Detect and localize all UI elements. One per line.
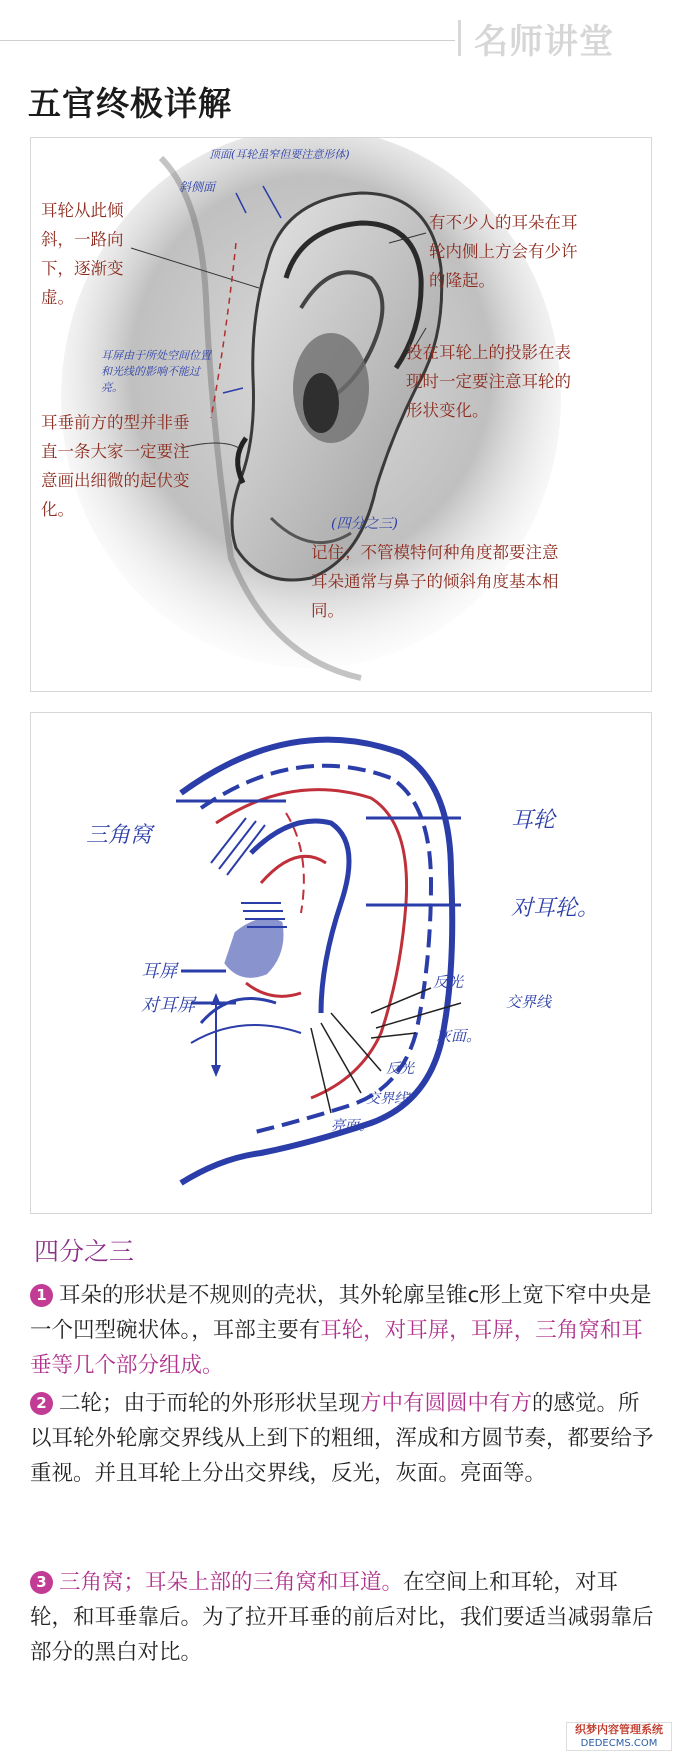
note-helix-slope: 耳轮从此倾斜，一路向下，逐渐变虚。	[41, 201, 124, 307]
label-antihelix: 对耳轮。	[511, 896, 600, 921]
paragraph-3-highlight: 三角窝；耳朵上部的三角窝和耳道。	[59, 1570, 404, 1595]
ear-diagram-panel	[30, 712, 652, 1214]
note-remember: 记住；不管模特何种角度都要注意耳朵通常与鼻子的倾斜角度基本相同。	[311, 543, 559, 620]
label-gray-surface: 灰面。	[436, 1027, 482, 1045]
label-boundary-line-2: 交界线'	[366, 1091, 412, 1107]
handwritten-view-label: (四分之三)	[331, 516, 398, 532]
brand-logo: 名师讲堂	[474, 22, 614, 62]
watermark-line-1: 织梦内容管理系统	[575, 1723, 663, 1736]
note-shadow-on-helix: 投在耳轮上的投影在表现时一定要注意耳轮的形状变化。	[406, 343, 571, 420]
label-boundary-line: 交界线	[506, 993, 552, 1011]
paragraph-1-highlight: 耳轮，对耳屏，耳屏，三角窝和耳垂等几个部分组成。	[30, 1318, 643, 1378]
label-triangle-fossa: 三角窝	[86, 823, 153, 848]
handwritten-side-face: 斜侧面	[179, 180, 216, 194]
ear-sketch-panel	[30, 137, 652, 692]
paragraph-3-text: 在空间上和耳轮，对耳轮，和耳垂靠后。为了拉开耳垂的前后对比，我们要适当减弱靠后部分的黑白对比。	[30, 1570, 654, 1665]
note-lobe-front: 耳垂前方的型并非垂直一条大家一定要注意画出细微的起伏变化。	[41, 413, 190, 519]
ear-line-diagram	[31, 713, 651, 1213]
handwritten-top-face: 顶面(耳轮虽窄但要注意形体)	[209, 148, 350, 161]
label-tragus: 耳屏	[141, 961, 177, 982]
label-reflected-light-2: 反光	[386, 1061, 414, 1077]
watermark	[566, 1722, 672, 1751]
watermark-line-2: DEDECMS.COM	[580, 1738, 658, 1749]
number-badge-1: 1	[30, 1284, 53, 1307]
paragraph-3	[30, 1565, 658, 1670]
number-badge-3: 3	[30, 1571, 53, 1594]
section-title: 四分之三	[34, 1237, 135, 1266]
label-reflected-light: 反光	[433, 973, 464, 991]
paragraph-1-text: 耳朵的形状是不规则的壳状，其外轮廓呈锥c形上宽下窄中央是一个凹型碗状体。，耳部主要有	[30, 1283, 652, 1343]
header	[0, 0, 680, 80]
paragraph-1	[30, 1278, 658, 1383]
paragraph-2-text: 二轮；由于而轮的外形形状呈现	[59, 1391, 361, 1416]
page-title: 五官终极详解	[28, 84, 232, 123]
label-light-surface: 亮面。	[331, 1118, 373, 1134]
paragraph-2-highlight: 方中有圆圆中有方	[360, 1391, 533, 1416]
paragraph-2-text-cont: 的感觉。所以耳轮外轮廓交界线从上到下的粗细，浑成和方圆节奏，都要给予重视。并且耳轮上分出交界线，反光，灰面。亮面等。	[30, 1391, 654, 1486]
label-antitragus: 对耳屏	[141, 995, 195, 1016]
label-helix: 耳轮	[511, 808, 556, 833]
handwritten-tragus-note: 耳屏由于所处空间位置和光线的影响不能过亮。	[101, 349, 211, 394]
note-inner-ridge: 有不少人的耳朵在耳轮内侧上方会有少许的隆起。	[429, 213, 578, 290]
number-badge-2: 2	[30, 1392, 53, 1415]
header-accent-bar	[458, 20, 461, 56]
paragraph-2	[30, 1386, 658, 1491]
header-divider	[0, 40, 455, 41]
